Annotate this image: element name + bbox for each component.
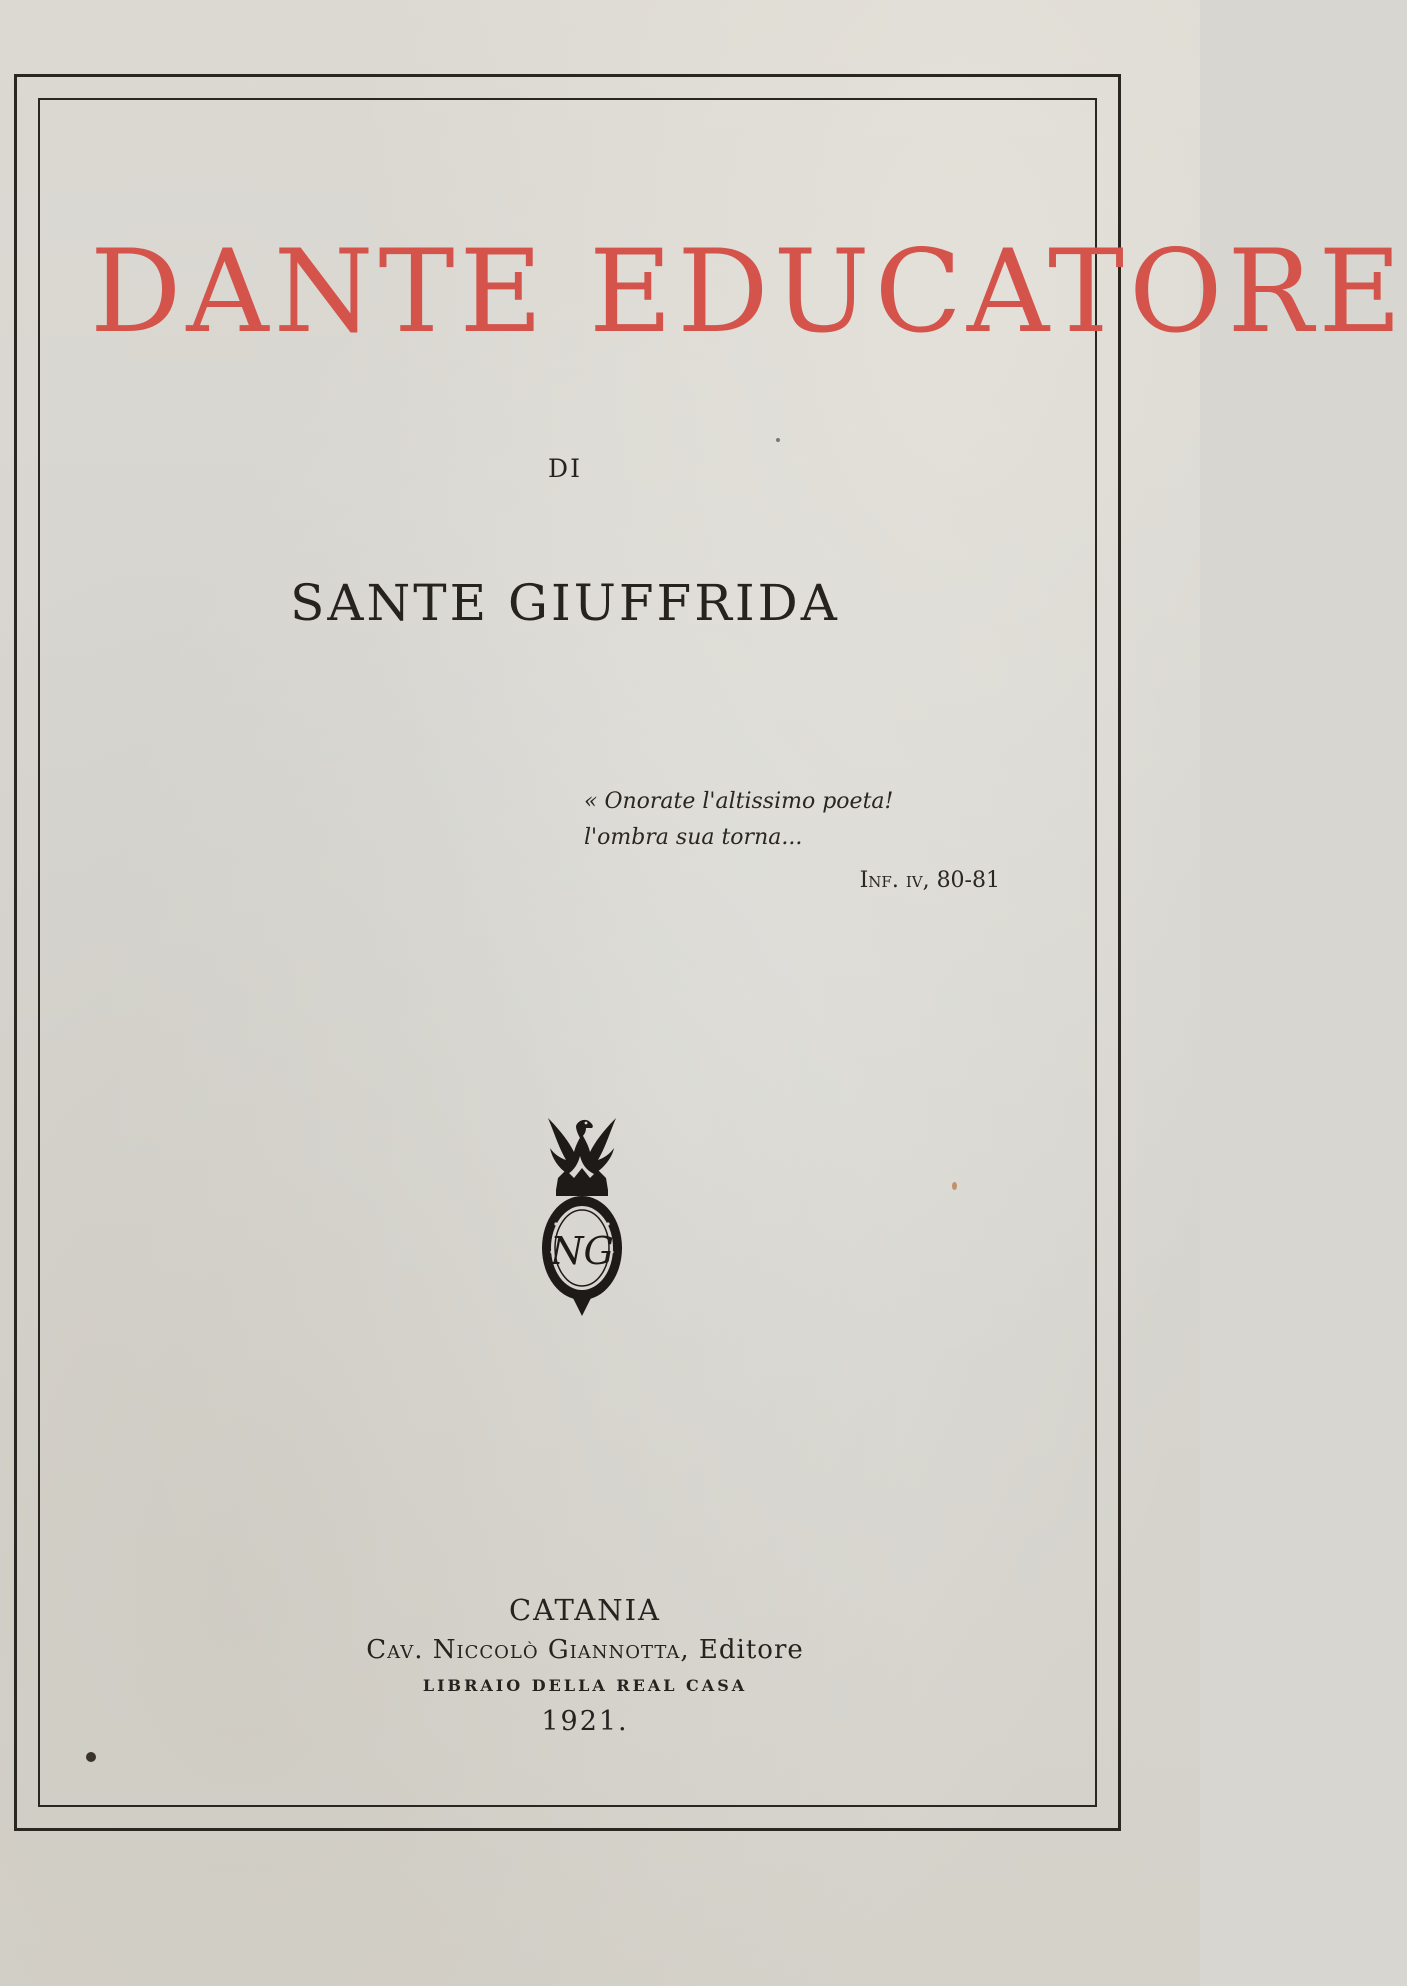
paper-speck — [776, 438, 780, 442]
eagle-crest-publisher-emblem-icon — [536, 1112, 628, 1322]
imprint — [210, 1590, 960, 1742]
publication-city: CATANIA — [508, 1593, 662, 1627]
book-title: DANTE EDUCATORE — [90, 225, 1407, 358]
publication-year: 1921. — [541, 1706, 629, 1737]
paper-speck — [86, 1752, 96, 1762]
epigraph-line-1: « Onorate l'altissimo poeta! — [584, 789, 894, 814]
epigraph-reference: Inf. iv, 80-81 — [859, 868, 1000, 893]
emblem-monogram: NG — [550, 1229, 614, 1273]
publisher-title: Cav. — [366, 1635, 424, 1665]
publisher-name: Niccolò Giannotta — [432, 1635, 681, 1665]
author-preposition: DI — [548, 454, 582, 483]
epigraph-line-2: l'ombra sua torna... — [584, 825, 803, 850]
publisher-line — [210, 1630, 960, 1670]
epigraph — [584, 784, 1004, 856]
publisher-bookseller-note: LIBRAIO DELLA REAL CASA — [422, 1676, 748, 1695]
author-name: SANTE GIUFFRIDA — [290, 574, 840, 632]
publisher-role: , Editore — [680, 1635, 804, 1665]
paper-speck — [952, 1182, 957, 1190]
